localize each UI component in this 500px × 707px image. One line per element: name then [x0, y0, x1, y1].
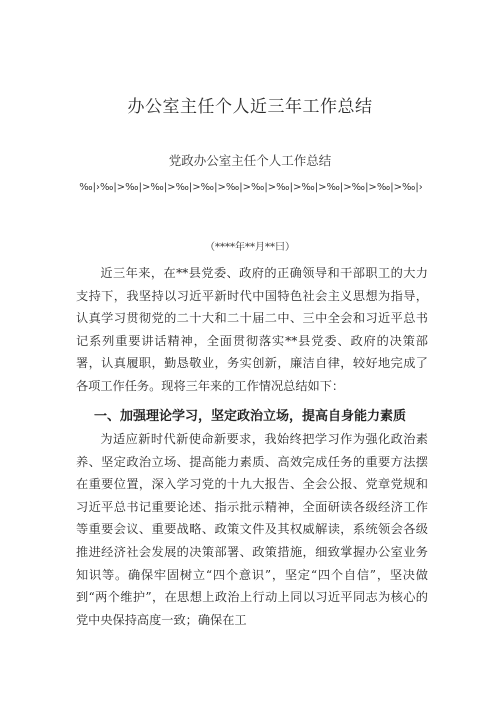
paragraph-section-1: 为适应新时代新使命新要求，我始终把学习作为强化政治素养、坚定政治立场、提高能力素质、高效完成任务的重要方法摆在重要位置，深入学习党的十九大报告、全会公报、党章党规和习近平总书记重要论述、指示批示精神，全面研读各级经济工作等重要会议、重要战略、政策文件及其权威解读，系统领会各级推进经济社会发展的决策部署、政策措施，细致掌握办公室业务知识等。确保牢固树立“四个意识”，坚定“四个自信”，坚决做到“两个维护”，在思想上政治上行动上同以习近平同志为核心的党中央保持高度一致；确保在工 — [76, 432, 428, 627]
section-heading-1: 一、加强理论学习，坚定政治立场，提高自身能力素质 — [93, 409, 406, 424]
document-subtitle: 党政办公室主任个人工作总结 — [168, 153, 332, 168]
document-date: （****年**月**曰） — [205, 242, 295, 253]
decorative-symbol-line: ‰|›‰|>‰|>‰|>‰|>‰|>‰|>‰|>‰|>‰|>‰|>‰|>‰|>‰|› — [79, 182, 423, 193]
document-title: 办公室主任个人近三年工作总结 — [127, 97, 373, 117]
paragraph-intro: 近三年来，在**县党委、政府的正确领导和干部职工的大力支持下，我坚持以习近平新时代中国特色社会主义思想为指导，认真学习贯彻党的二十大和二十届二中、三中全会和习近平总书记系列重要讲话精神，全面贯彻落实**县党委、政府的决策部署，认真履职，勤恳敬业，务实创新，廉洁自律，较好地完成了各项工作任务。现将三年来的工作情况总结如下： — [76, 266, 428, 393]
